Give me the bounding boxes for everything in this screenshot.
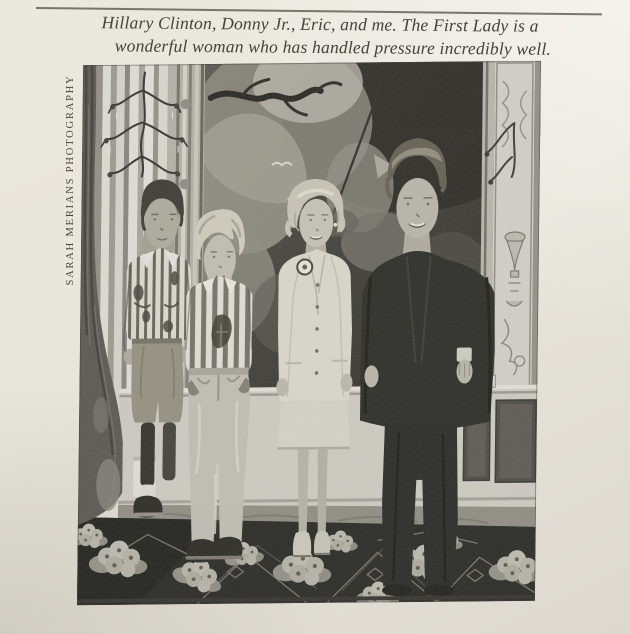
photograph-illustration bbox=[77, 61, 541, 605]
paper-haze bbox=[77, 61, 541, 605]
caption-line-2: wonderful woman who has handled pressure incredibly well. bbox=[114, 35, 552, 59]
caption-line-1: Hillary Clinton, Donny Jr., Eric, and me. The First Lady is a bbox=[101, 12, 539, 36]
photograph bbox=[77, 61, 541, 605]
photo-caption bbox=[70, 11, 570, 61]
photo-credit: SARAH MERIANS PHOTOGRAPHY bbox=[65, 74, 76, 286]
